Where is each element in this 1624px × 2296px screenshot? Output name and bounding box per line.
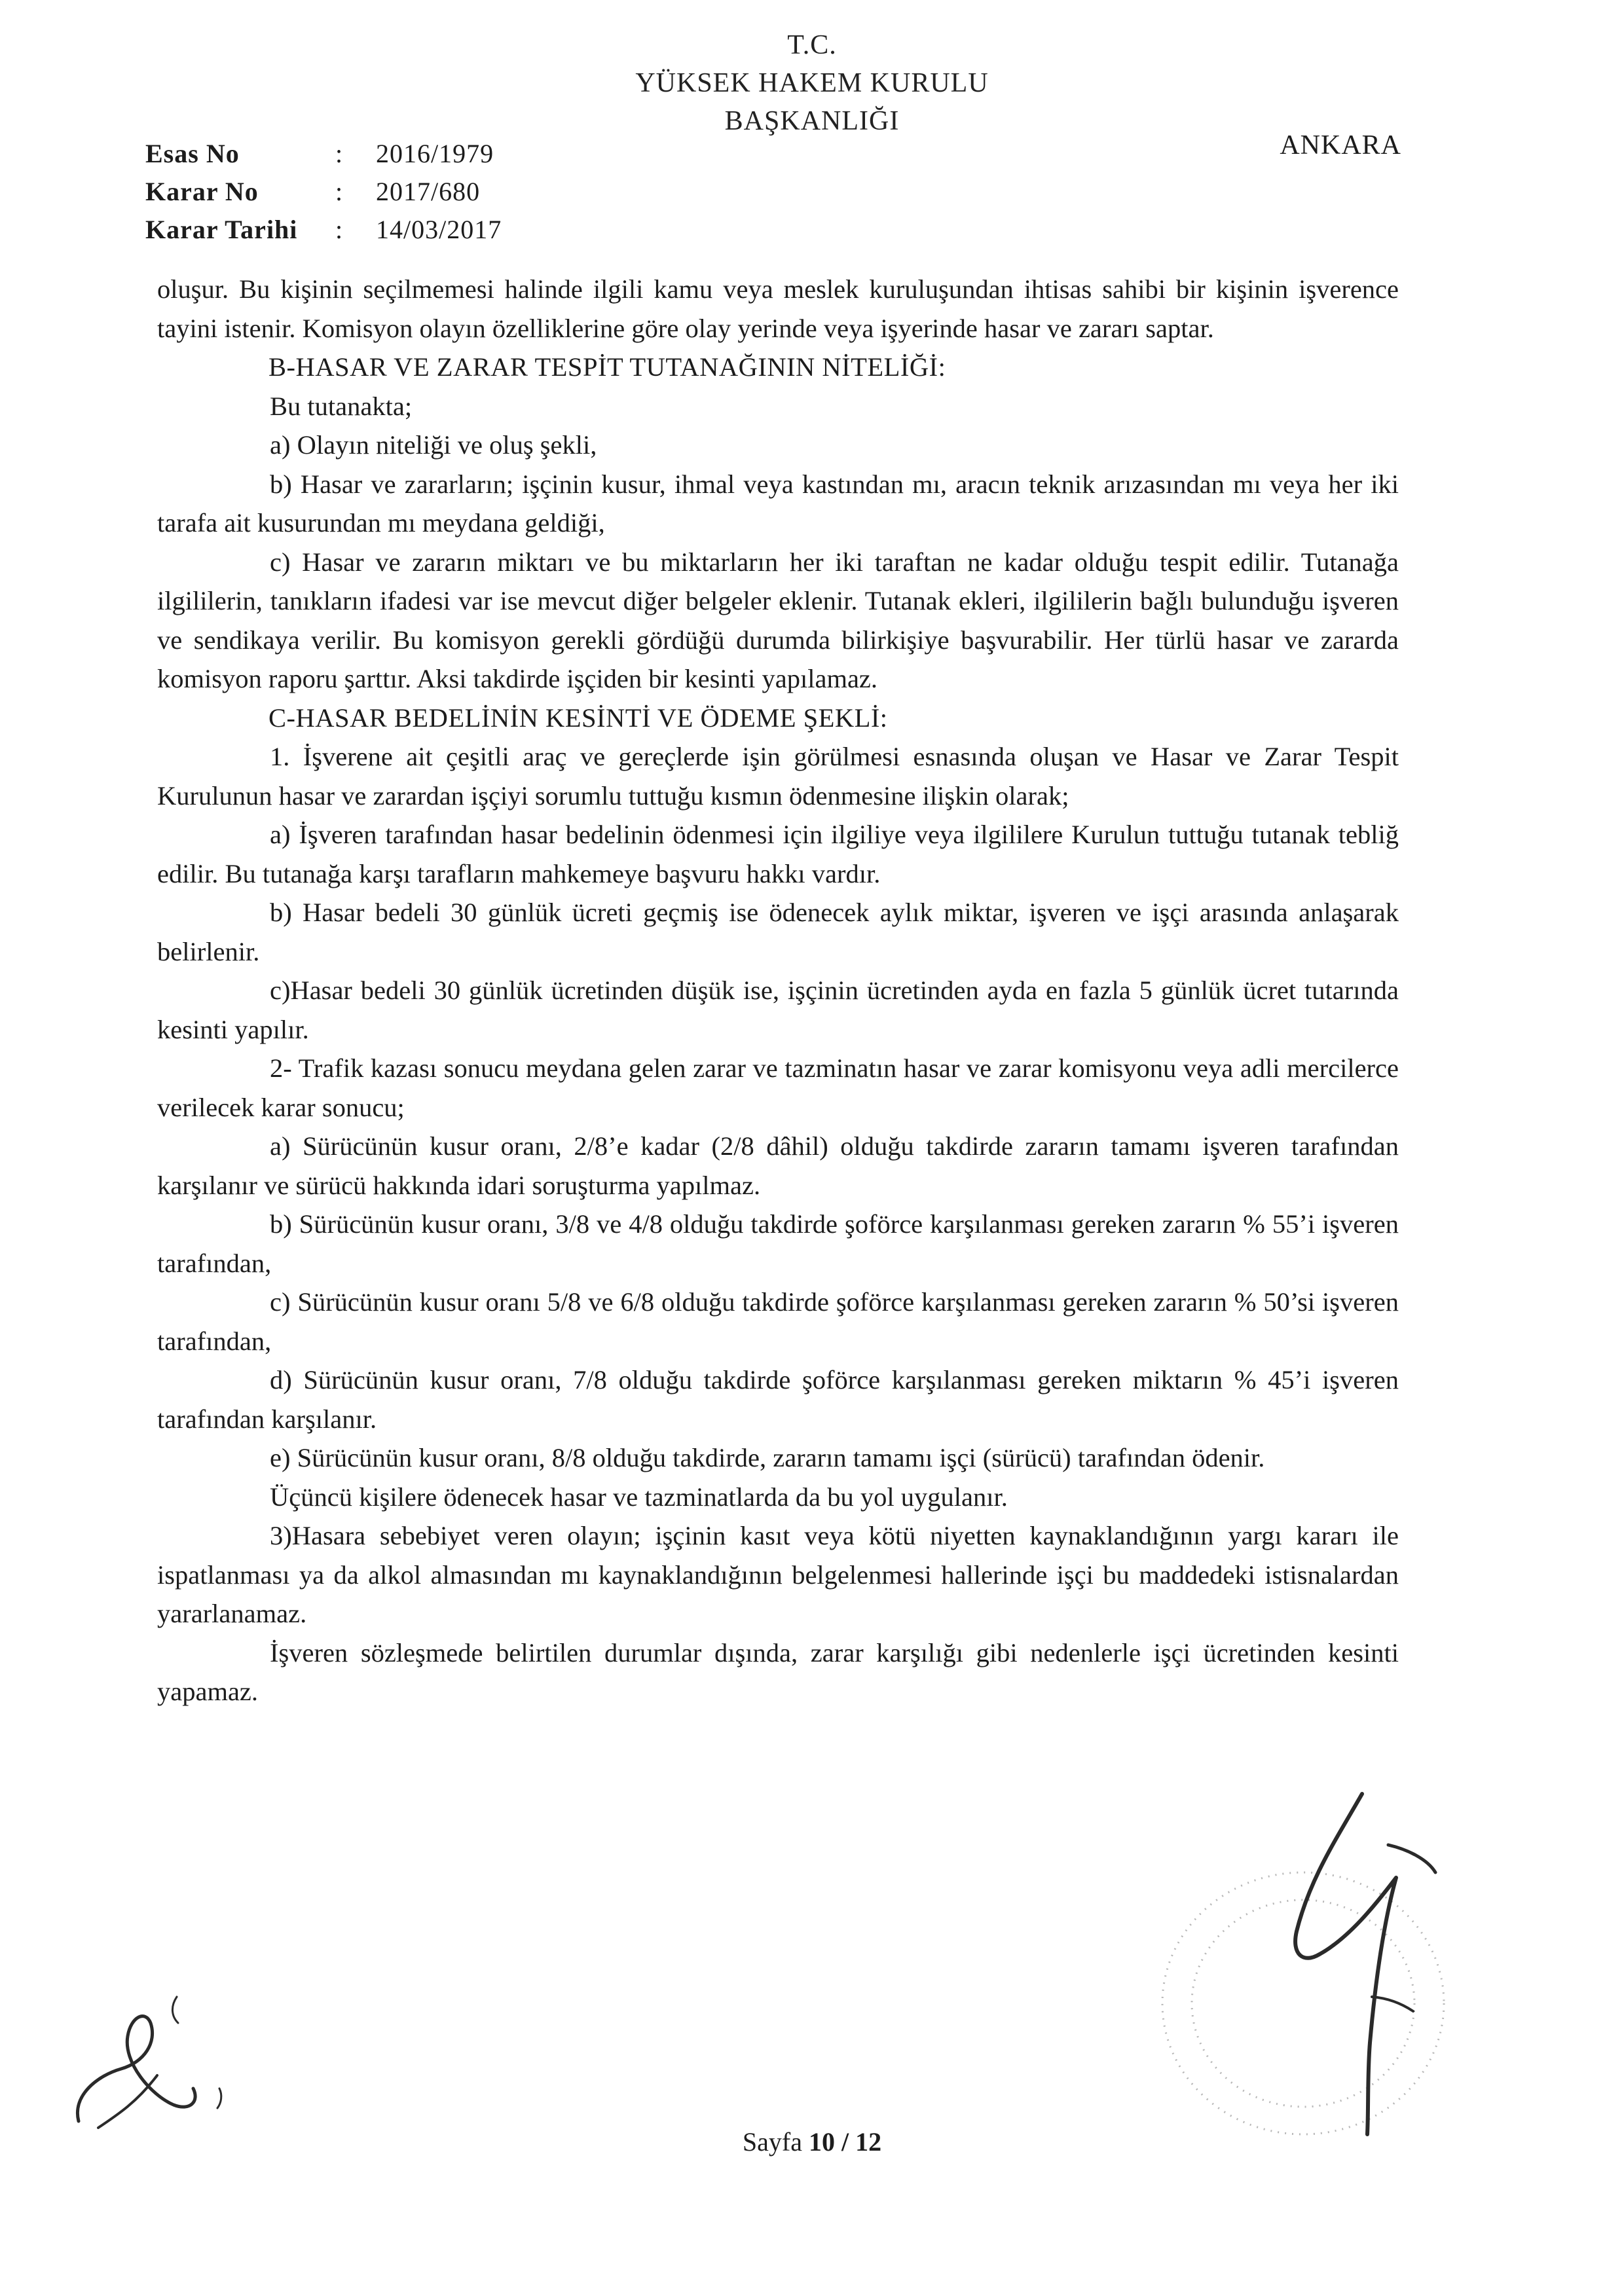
header-institution: YÜKSEK HAKEM KURULU bbox=[635, 68, 989, 98]
signature-right-icon bbox=[1139, 1768, 1480, 2187]
meta-row-esas bbox=[145, 135, 502, 173]
list-item: a) Sürücünün kusur oranı, 2/8’e kadar (2/8 dâhil) olduğu takdirde zararın tamamı işveren tarafından karşılanır ve sürücü hakkında idari soruşturma yapılmaz. bbox=[157, 1131, 1399, 1200]
meta-value: 14/03/2017 bbox=[376, 215, 502, 244]
meta-colon: : bbox=[335, 139, 343, 168]
list-item: c)Hasar bedeli 30 günlük ücretinden düşük ise, işçinin ücretinden ayda en fazla 5 günlük ücret tutarında kesinti yapılır. bbox=[157, 975, 1399, 1044]
list-item: a) İşveren tarafından hasar bedelinin ödenmesi için ilgiliye veya ilgililere Kurulun tuttuğu tutanak tebliğ edilir. Bu tutanağa karşı tarafların mahkemeye başvuru hakkı vardır. bbox=[157, 820, 1399, 888]
meta-value: 2017/680 bbox=[376, 177, 481, 206]
list-item: 2- Trafik kazası sonucu meydana gelen zarar ve tazminatın hasar ve zarar komisyonu veya adli mercilerce verilecek karar sonucu; bbox=[157, 1053, 1399, 1122]
header-city: ANKARA bbox=[1280, 130, 1401, 160]
meta-row-tarih bbox=[145, 211, 502, 249]
header-tc: T.C. bbox=[787, 30, 837, 60]
document-body bbox=[157, 270, 1399, 1711]
list-item: b) Hasar ve zararların; işçinin kusur, ihmal veya kastından mı, aracın teknik arızasından mı veya her iki tarafa ait kusurundan mı meydana geldiği, bbox=[157, 469, 1399, 538]
list-item: b) Hasar bedeli 30 günlük ücreti geçmiş ise ödenecek aylık miktar, işveren ve işçi arasında anlaşarak belirlenir. bbox=[157, 898, 1399, 966]
page-prefix: Sayfa bbox=[742, 2127, 809, 2157]
page-current: 10 bbox=[808, 2127, 835, 2157]
meta-label: Esas No bbox=[145, 139, 240, 168]
meta-label: Karar Tarihi bbox=[145, 215, 298, 244]
list-item: e) Sürücünün kusur oranı, 8/8 olduğu takdirde, zararın tamamı işçi (sürücü) tarafından ödenir. bbox=[270, 1443, 1265, 1472]
list-item: 3)Hasara sebebiyet veren olayın; işçinin kasıt veya kötü niyetten kaynaklandığının yargı kararı ile ispatlanması ya da alkol almasından mı kaynaklandığının belgelenmesi hallerinde işçi bu maddedeki istisnalardan yararlanamaz. bbox=[157, 1521, 1399, 1628]
paragraph: Bu tutanakta; bbox=[270, 391, 413, 421]
paragraph: İşveren sözleşmede belirtilen durumlar dışında, zarar karşılığı gibi nedenlerle işçi ücretinden kesinti yapamaz. bbox=[157, 1637, 1399, 1706]
paragraph: Üçüncü kişilere ödenecek hasar ve tazminatlarda da bu yol uygulanır. bbox=[270, 1482, 1008, 1512]
page-total: 12 bbox=[855, 2127, 882, 2157]
list-item: d) Sürücünün kusur oranı, 7/8 olduğu takdirde şoförce karşılanması gereken miktarın % 45’i işveren tarafından karşılanır. bbox=[157, 1365, 1399, 1434]
list-item: c) Hasar ve zararın miktarı ve bu miktarların her iki taraftan ne kadar olduğu tespit edilir. Tutanağa ilgililerin, tanıkların ifadesi var ise mevcut diğer belgeler eklenir. Tutanak ekleri, ilgililerin bağlı bulunduğu işveren ve sendikaya verilir. Bu komisyon gerekli gördüğü durumda bilirkişiye başvurabilir. Her türlü hasar ve zararda komisyon raporu şarttır. Aksi takdirde işçiden bir kesinti yapılamaz. bbox=[157, 547, 1399, 693]
meta-value: 2016/1979 bbox=[376, 139, 494, 168]
meta-label: Karar No bbox=[145, 177, 259, 206]
page-separator: / bbox=[834, 2127, 856, 2157]
section-heading-c: C-HASAR BEDELİNİN KESİNTİ VE ÖDEME ŞEKLİ: bbox=[268, 702, 888, 733]
list-item: b) Sürücünün kusur oranı, 3/8 ve 4/8 olduğu takdirde şoförce karşılanması gereken zararın % 55’i işveren tarafından, bbox=[157, 1209, 1399, 1278]
header-department: BAŞKANLIĞI bbox=[724, 106, 900, 136]
meta-colon: : bbox=[335, 177, 343, 206]
signature-left-icon bbox=[59, 1990, 229, 2147]
section-heading-b: B-HASAR VE ZARAR TESPİT TUTANAĞININ NİTELİĞİ: bbox=[268, 352, 946, 382]
list-item: c) Sürücünün kusur oranı 5/8 ve 6/8 olduğu takdirde şoförce karşılanması gereken zararın % 50’si işveren tarafından, bbox=[157, 1287, 1399, 1356]
page-number bbox=[0, 2126, 1624, 2157]
case-meta bbox=[145, 135, 502, 249]
document-header bbox=[0, 26, 1624, 140]
list-item: 1. İşverene ait çeşitli araç ve gereçlerde işin görülmesi esnasında oluşan ve Hasar ve Zarar Tespit Kurulunun hasar ve zarardan işçiyi sorumlu tuttuğu kısmın ödenmesine ilişkin olarak; bbox=[157, 742, 1399, 811]
meta-row-karar bbox=[145, 173, 502, 211]
paragraph: oluşur. Bu kişinin seçilmemesi halinde ilgili kamu veya meslek kuruluşundan ihtisas sahibi bir kişinin işverence tayini istenir. Komisyon olayın özelliklerine göre olay yerinde veya işyerinde hasar ve zararı saptar. bbox=[157, 274, 1399, 343]
meta-colon: : bbox=[335, 215, 343, 244]
list-item: a) Olayın niteliği ve oluş şekli, bbox=[270, 430, 597, 460]
